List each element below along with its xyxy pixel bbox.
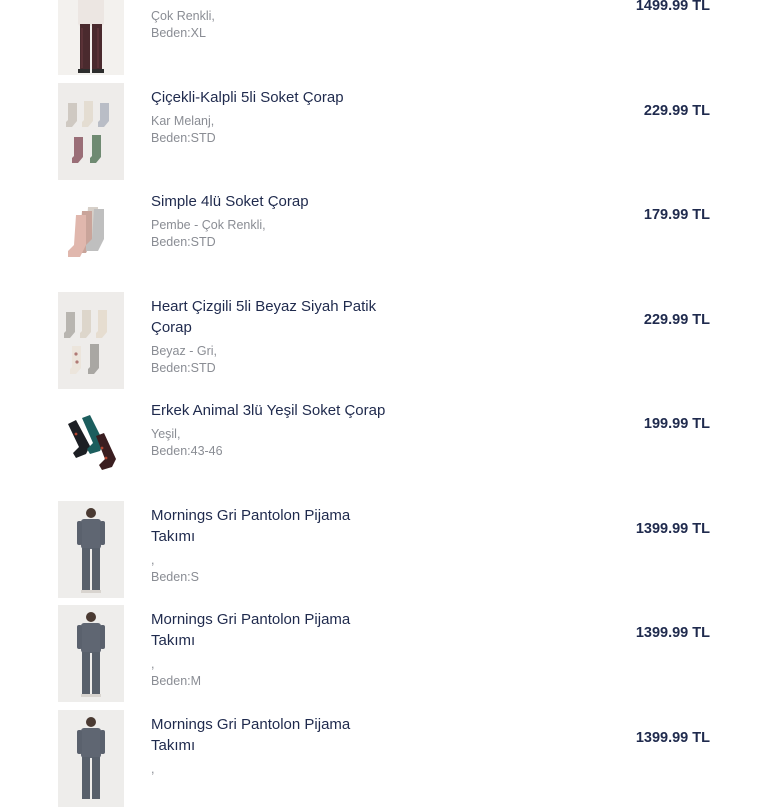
- product-color: Çok Renkli,: [151, 8, 391, 25]
- product-size: Beden:STD: [151, 360, 391, 377]
- product-info: [151, 296, 391, 377]
- pajama-model-icon: [58, 501, 124, 598]
- product-options: [151, 217, 391, 251]
- product-options: [151, 426, 391, 460]
- product-price: 1499.99 TL: [636, 0, 710, 14]
- product-name[interactable]: Heart Çizgili 5li Beyaz Siyah Patik Çorap: [151, 296, 391, 338]
- product-info: [151, 609, 391, 690]
- list-item: [0, 603, 768, 708]
- product-thumbnail[interactable]: [58, 501, 124, 598]
- product-color: Pembe - Çok Renkli,: [151, 217, 391, 234]
- product-color: Beyaz - Gri,: [151, 343, 391, 360]
- product-color: ,: [151, 656, 391, 673]
- product-name[interactable]: Mornings Gri Pantolon Pijama Takımı: [151, 714, 391, 756]
- product-name[interactable]: Çiçekli-Kalpli 5li Soket Çorap: [151, 87, 391, 108]
- product-options: [151, 656, 391, 690]
- product-size: Beden:STD: [151, 234, 391, 251]
- product-options: [151, 343, 391, 377]
- list-item: [0, 499, 768, 604]
- list-item: [0, 185, 768, 290]
- pajama-model-icon: [58, 605, 124, 702]
- pajama-set-icon: [58, 0, 124, 75]
- product-price: 199.99 TL: [644, 416, 710, 432]
- product-size: Beden:STD: [151, 130, 391, 147]
- product-price: 1399.99 TL: [636, 521, 710, 537]
- product-price: 229.99 TL: [644, 103, 710, 119]
- product-size: Beden:S: [151, 569, 391, 586]
- product-thumbnail[interactable]: [58, 605, 124, 702]
- product-color: Yeşil,: [151, 426, 391, 443]
- product-info: [151, 191, 391, 251]
- product-size: Beden:43-46: [151, 443, 391, 460]
- product-name[interactable]: Erkek Animal 3lü Yeşil Soket Çorap: [151, 400, 391, 421]
- product-options: [151, 8, 391, 42]
- product-color: ,: [151, 761, 391, 778]
- product-thumbnail[interactable]: [58, 0, 124, 75]
- list-item: [0, 81, 768, 186]
- product-info: [151, 400, 391, 460]
- product-info: [151, 505, 391, 586]
- socks-4pack-icon: [58, 187, 124, 284]
- product-price: 229.99 TL: [644, 312, 710, 328]
- product-info: [151, 0, 391, 42]
- product-size: Beden:XL: [151, 25, 391, 42]
- product-info: [151, 714, 391, 795]
- product-color: Kar Melanj,: [151, 113, 391, 130]
- product-color: ,: [151, 552, 391, 569]
- product-thumbnail[interactable]: [58, 396, 124, 493]
- product-name[interactable]: Simple 4lü Soket Çorap: [151, 191, 391, 212]
- product-options: [151, 761, 391, 795]
- list-item: [0, 0, 768, 81]
- product-size: Beden:M: [151, 673, 391, 690]
- product-info: [151, 87, 391, 147]
- socks-3pack-icon: [58, 396, 124, 493]
- socks-5pack-icon: [58, 83, 124, 180]
- product-name[interactable]: Mornings Gri Pantolon Pijama Takımı: [151, 505, 391, 547]
- product-price: 1399.99 TL: [636, 625, 710, 641]
- product-size: [151, 778, 391, 795]
- product-options: [151, 113, 391, 147]
- product-thumbnail[interactable]: [58, 292, 124, 389]
- product-name[interactable]: [151, 0, 391, 3]
- product-name[interactable]: Mornings Gri Pantolon Pijama Takımı: [151, 609, 391, 651]
- list-item: [0, 394, 768, 499]
- product-options: [151, 552, 391, 586]
- product-price: 179.99 TL: [644, 207, 710, 223]
- list-item: [0, 708, 768, 812]
- pajama-model-icon: [58, 710, 124, 807]
- product-thumbnail[interactable]: [58, 187, 124, 284]
- product-thumbnail[interactable]: [58, 710, 124, 807]
- list-item: [0, 290, 768, 395]
- product-thumbnail[interactable]: [58, 83, 124, 180]
- product-price: 1399.99 TL: [636, 730, 710, 746]
- socks-5pack-icon: [58, 292, 124, 389]
